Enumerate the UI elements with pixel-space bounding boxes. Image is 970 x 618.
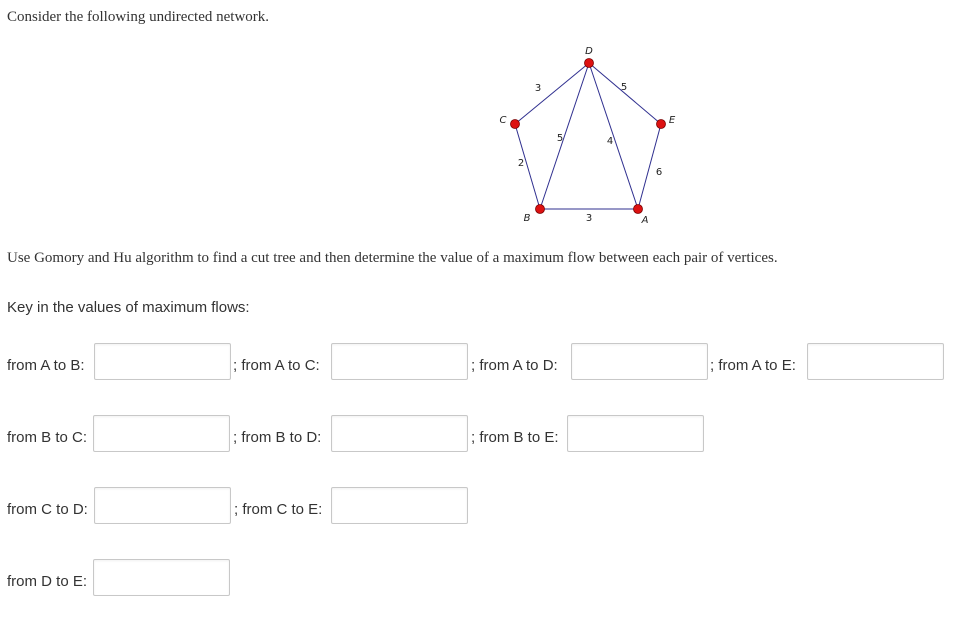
edge-weight-c-d: 3 [534,83,542,94]
edge-weight-b-a: 3 [585,213,593,224]
edge-weight-e-a: 6 [655,167,663,178]
graph-node-labels [500,46,676,226]
edge-d-e [589,63,661,124]
node-label-b: B [523,213,531,224]
intro-text: Consider the following undirected network. [7,9,270,25]
edge-d-b [540,63,589,209]
node-label-a: A [641,215,649,226]
node-c [511,120,520,129]
label-a-to-d: ; from A to D: [471,357,558,374]
edge-weight-d-a: 4 [606,136,614,147]
node-a [634,205,643,214]
edge-c-d [515,63,589,124]
network-graph [0,0,970,240]
input-c-to-e[interactable] [331,487,468,524]
label-b-to-d: ; from B to D: [233,429,322,446]
label-a-to-b: from A to B: [7,357,85,374]
label-b-to-e: ; from B to E: [471,429,559,446]
label-c-to-e: ; from C to E: [234,501,323,518]
label-d-to-e: from D to E: [7,573,88,590]
node-label-c: C [499,115,507,126]
input-a-to-d[interactable] [571,343,708,380]
node-e [657,120,666,129]
label-a-to-c: ; from A to C: [233,357,320,374]
label-c-to-d: from C to D: [7,501,88,518]
input-a-to-c[interactable] [331,343,468,380]
label-a-to-e: ; from A to E: [710,357,796,374]
input-d-to-e[interactable] [93,559,230,596]
node-d [585,59,594,68]
edge-weight-d-e: 5 [620,82,628,93]
node-label-d: D [585,46,593,57]
input-a-to-e[interactable] [807,343,944,380]
input-b-to-e[interactable] [567,415,704,452]
label-b-to-c: from B to C: [7,429,88,446]
input-c-to-d[interactable] [94,487,231,524]
node-b [536,205,545,214]
input-b-to-c[interactable] [93,415,230,452]
edge-d-a [589,63,638,209]
input-a-to-b[interactable] [94,343,231,380]
edge-weight-d-b: 5 [556,133,564,144]
edge-weight-c-b: 2 [517,158,525,169]
node-label-e: E [668,115,676,126]
key-prompt: Key in the values of maximum flows: [7,299,250,316]
input-b-to-d[interactable] [331,415,468,452]
instruction-text: Use Gomory and Hu algorithm to find a cut tree and then determine the value of a maximum flow between each pair of vertices. [7,250,778,266]
graph-nodes [511,59,666,214]
